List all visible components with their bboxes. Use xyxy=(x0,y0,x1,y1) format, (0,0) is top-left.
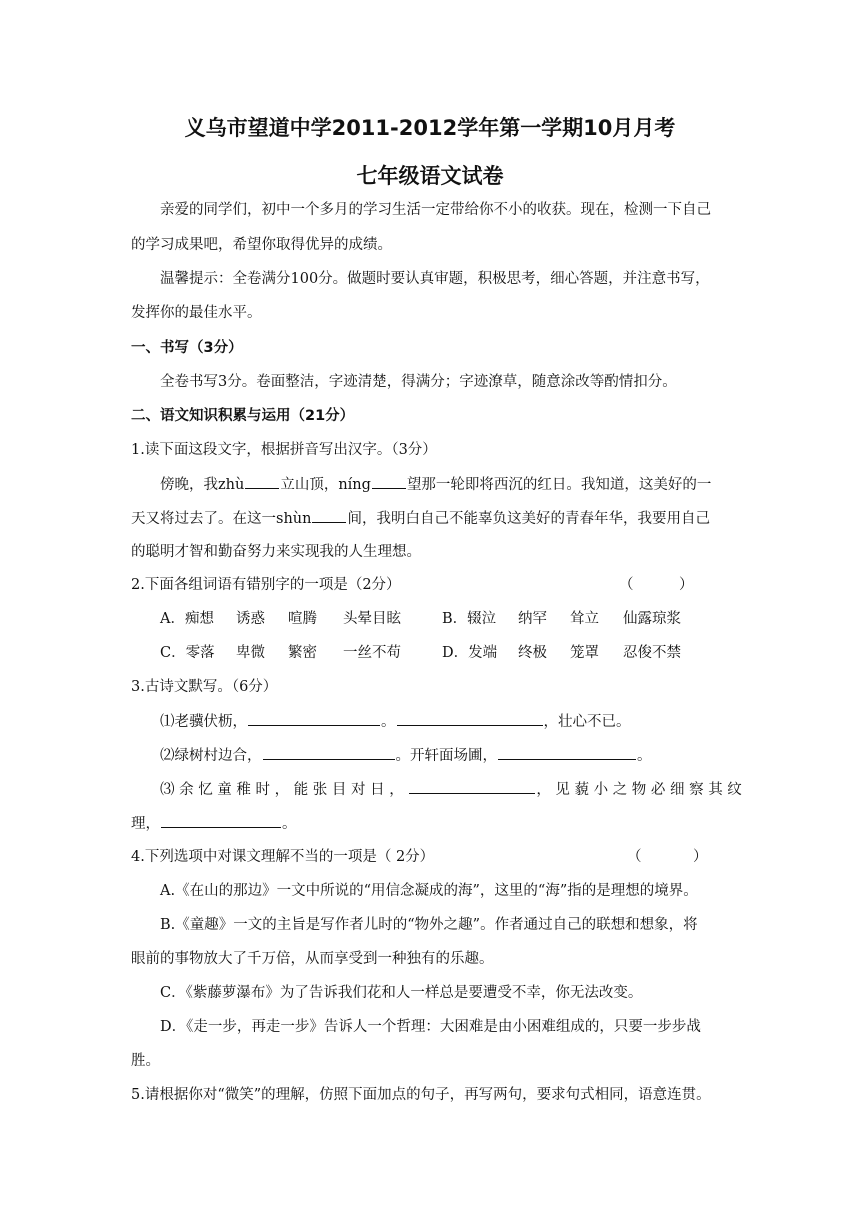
q2-option-a-1: A．痴想 xyxy=(160,611,214,627)
q2-option-a-3: 喧腾 xyxy=(288,611,317,627)
section-1-heading: 一、书写（3分） xyxy=(131,340,243,356)
q4-option-b-cont: 眼前的事物放大了千万倍，从而享受到一种独有的乐趣。 xyxy=(131,951,494,967)
q2-option-d-3: 笼罩 xyxy=(570,645,599,661)
q2-option-c-4: 一丝不苟 xyxy=(343,645,401,661)
answer-blank[interactable] xyxy=(161,813,281,828)
question-4-stem: 4.下列选项中对课文理解不当的一项是（ 2分） xyxy=(131,849,435,865)
question-5-stem: 5.请根据你对“微笑”的理解，仿照下面加点的句子，再写两句，要求句式相同，语意连贯。 xyxy=(131,1087,711,1103)
answer-blank[interactable] xyxy=(248,711,380,726)
question-2-stem: 2.下面各组词语有错别字的一项是（2分） xyxy=(131,577,401,593)
question-3-item-2: ⑵绿树村边合， 。开轩面场圃， 。 xyxy=(160,745,652,766)
question-1-line-1: 傍晚，我zhù 立山顶，níng 望那一轮即将西沉的红日。我知道，这美好的一 xyxy=(160,474,711,495)
q4-option-d: D．《走一步，再走一步》告诉人一个哲理：大困难是由小困难组成的，只要一步步战 xyxy=(160,1019,701,1035)
question-3-item-3-cont: 理， 。 xyxy=(131,813,297,834)
question-3-item-1: ⑴老骥伏枥， 。 ，壮心不已。 xyxy=(160,711,631,732)
answer-blank[interactable] xyxy=(263,745,395,760)
intro-paragraph-2-cont: 发挥你的最佳水平。 xyxy=(131,305,262,321)
question-1-line-3: 的聪明才智和勤奋努力来实现我的人生理想。 xyxy=(131,544,421,560)
exam-subtitle: 七年级语文试卷 xyxy=(356,164,504,188)
answer-blank[interactable] xyxy=(312,508,346,523)
intro-paragraph-1: 亲爱的同学们，初中一个多月的学习生活一定带给你不小的收获。现在，检测一下自己 xyxy=(160,202,711,218)
answer-blank[interactable] xyxy=(498,745,636,760)
question-1-stem: 1.读下面这段文字，根据拼音写出汉字。（3分） xyxy=(131,442,437,458)
q4-option-b: B.《童趣》一文的主旨是写作者儿时的“物外之趣”。作者通过自己的联想和想象，将 xyxy=(160,917,698,933)
answer-paren-close: ） xyxy=(679,577,694,593)
q2-option-b-2: 纳罕 xyxy=(518,611,547,627)
q2-option-c-3: 繁密 xyxy=(288,645,317,661)
section-1-text: 全卷书写3分。卷面整洁，字迹清楚，得满分；字迹潦草，随意涂改等酌情扣分。 xyxy=(160,374,677,390)
answer-paren-close: ） xyxy=(693,849,708,865)
q4-option-c: C．《紫藤萝瀑布》为了告诉我们花和人一样总是要遭受不幸，你无法改变。 xyxy=(160,985,643,1001)
q4-option-d-cont: 胜。 xyxy=(131,1053,160,1069)
answer-blank[interactable] xyxy=(245,474,279,489)
intro-paragraph-1-cont: 的学习成果吧，希望你取得优异的成绩。 xyxy=(131,237,392,253)
q4-option-a: A.《在山的那边》一文中所说的“用信念凝成的海”，这里的“海”指的是理想的境界。 xyxy=(160,883,698,899)
answer-paren-open: （ xyxy=(627,849,642,865)
question-3-item-3: ⑶余忆童稚时，能张目对日， ，见藐小之物必细察其纹 xyxy=(160,779,746,800)
q2-option-d-1: D．发端 xyxy=(442,645,498,661)
q2-option-b-4: 仙露琼浆 xyxy=(623,611,681,627)
exam-title: 义乌市望道中学2011-2012学年第一学期10月月考 xyxy=(184,116,676,140)
answer-blank[interactable] xyxy=(409,779,535,794)
q2-option-b-1: B．辍泣 xyxy=(442,611,497,627)
answer-blank[interactable] xyxy=(372,474,406,489)
intro-paragraph-2: 温馨提示：全卷满分100分。做题时要认真审题，积极思考，细心答题，并注意书写， xyxy=(160,271,710,287)
q2-option-c-2: 卑微 xyxy=(236,645,265,661)
answer-paren-open: （ xyxy=(619,577,634,593)
q2-option-b-3: 耸立 xyxy=(570,611,599,627)
question-1-line-2: 天又将过去了。在这一shùn 间，我明白自己不能辜负这美好的青春年华，我要用自己 xyxy=(131,508,710,529)
q2-option-d-2: 终极 xyxy=(518,645,547,661)
section-2-heading: 二、语文知识积累与运用（21分） xyxy=(131,408,355,424)
q2-option-c-1: C．零落 xyxy=(160,645,215,661)
q2-option-d-4: 忍俊不禁 xyxy=(623,645,681,661)
q2-option-a-2: 诱惑 xyxy=(236,611,265,627)
question-3-stem: 3.古诗文默写。（6分） xyxy=(131,679,278,695)
q2-option-a-4: 头晕目眩 xyxy=(343,611,401,627)
answer-blank[interactable] xyxy=(397,711,543,726)
